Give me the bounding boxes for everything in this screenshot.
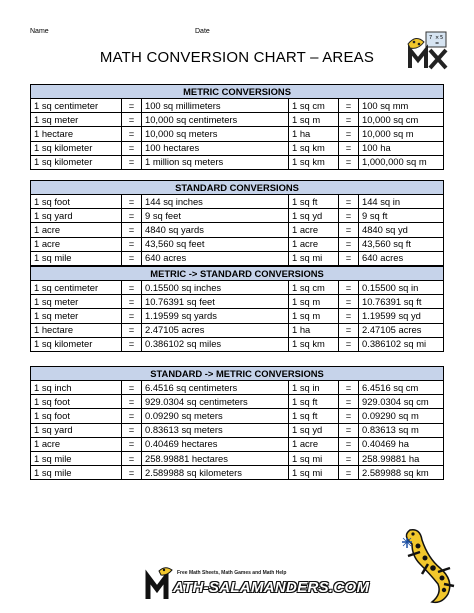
abbr-value-cell: 9 sq ft — [359, 209, 444, 223]
abbr-equals-cell: = — [339, 409, 359, 423]
value-cell: 10.76391 sq feet — [142, 295, 289, 309]
abbr-value-cell: 0.40469 ha — [359, 437, 444, 451]
table-row — [31, 209, 444, 223]
date-label: Date — [195, 28, 210, 35]
unit-cell: 1 sq meter — [31, 309, 122, 323]
table-row — [31, 395, 444, 409]
value-cell: 43,560 sq feet — [142, 237, 289, 251]
equals-cell: = — [122, 409, 142, 423]
equals-cell: = — [122, 466, 142, 480]
abbr-value-cell: 4840 sq yd — [359, 223, 444, 237]
unit-cell: 1 hectare — [31, 127, 122, 141]
unit-cell: 1 sq kilometer — [31, 141, 122, 155]
table-row — [31, 409, 444, 423]
equals-cell: = — [122, 155, 142, 169]
abbr-unit-cell: 1 sq km — [289, 155, 339, 169]
unit-cell: 1 sq mile — [31, 466, 122, 480]
abbr-equals-cell: = — [339, 209, 359, 223]
value-cell: 929.0304 sq centimeters — [142, 395, 289, 409]
abbr-equals-cell: = — [339, 295, 359, 309]
value-cell: 2.589988 sq kilometers — [142, 466, 289, 480]
abbr-unit-cell: 1 sq mi — [289, 251, 339, 265]
table-row — [31, 195, 444, 209]
abbr-unit-cell: 1 ha — [289, 323, 339, 337]
abbr-unit-cell: 1 acre — [289, 223, 339, 237]
conversion-table-1 — [30, 84, 444, 170]
value-cell: 0.09290 sq meters — [142, 409, 289, 423]
abbr-value-cell: 2.589988 sq km — [359, 466, 444, 480]
equals-cell: = — [122, 395, 142, 409]
unit-cell: 1 sq mile — [31, 251, 122, 265]
abbr-value-cell: 0.15500 sq in — [359, 281, 444, 295]
unit-cell: 1 sq centimeter — [31, 99, 122, 113]
unit-cell: 1 acre — [31, 223, 122, 237]
unit-cell: 1 acre — [31, 437, 122, 451]
abbr-unit-cell: 1 sq mi — [289, 451, 339, 465]
unit-cell: 1 sq kilometer — [31, 155, 122, 169]
footer-site-name: ATH-SALAMANDERS.COM — [173, 579, 370, 596]
abbr-value-cell: 640 acres — [359, 251, 444, 265]
unit-cell: 1 sq meter — [31, 295, 122, 309]
abbr-value-cell: 0.83613 sq m — [359, 423, 444, 437]
abbr-value-cell: 144 sq in — [359, 195, 444, 209]
abbr-unit-cell: 1 sq m — [289, 113, 339, 127]
abbr-equals-cell: = — [339, 451, 359, 465]
abbr-value-cell: 10.76391 sq ft — [359, 295, 444, 309]
equals-cell: = — [122, 223, 142, 237]
value-cell: 10,000 sq meters — [142, 127, 289, 141]
table-row — [31, 295, 444, 309]
value-cell: 144 sq inches — [142, 195, 289, 209]
equals-cell: = — [122, 337, 142, 351]
value-cell: 6.4516 sq centimeters — [142, 381, 289, 395]
table-row — [31, 223, 444, 237]
abbr-unit-cell: 1 sq yd — [289, 209, 339, 223]
abbr-equals-cell: = — [339, 309, 359, 323]
table-row — [31, 309, 444, 323]
abbr-equals-cell: = — [339, 141, 359, 155]
equals-cell: = — [122, 251, 142, 265]
equals-cell: = — [122, 451, 142, 465]
abbr-equals-cell: = — [339, 113, 359, 127]
abbr-unit-cell: 1 sq ft — [289, 395, 339, 409]
abbr-value-cell: 100 sq mm — [359, 99, 444, 113]
abbr-unit-cell: 1 sq ft — [289, 195, 339, 209]
equals-cell: = — [122, 141, 142, 155]
abbr-unit-cell: 1 sq in — [289, 381, 339, 395]
logo-tile-4: = — [435, 41, 440, 47]
table-row — [31, 423, 444, 437]
unit-cell: 1 hectare — [31, 323, 122, 337]
equals-cell: = — [122, 281, 142, 295]
table-row — [31, 451, 444, 465]
abbr-unit-cell: 1 sq m — [289, 309, 339, 323]
abbr-equals-cell: = — [339, 337, 359, 351]
table-row — [31, 237, 444, 251]
abbr-unit-cell: 1 sq cm — [289, 281, 339, 295]
abbr-value-cell: 1.19599 sq yd — [359, 309, 444, 323]
table-row — [31, 466, 444, 480]
table-row — [31, 99, 444, 113]
equals-cell: = — [122, 309, 142, 323]
abbr-value-cell: 0.386102 sq mi — [359, 337, 444, 351]
abbr-value-cell: 100 ha — [359, 141, 444, 155]
unit-cell: 1 sq yard — [31, 423, 122, 437]
abbr-equals-cell: = — [339, 381, 359, 395]
equals-cell: = — [122, 195, 142, 209]
table-row — [31, 127, 444, 141]
abbr-equals-cell: = — [339, 155, 359, 169]
equals-cell: = — [122, 237, 142, 251]
unit-cell: 1 sq foot — [31, 409, 122, 423]
abbr-unit-cell: 1 acre — [289, 237, 339, 251]
abbr-equals-cell: = — [339, 395, 359, 409]
unit-cell: 1 sq centimeter — [31, 281, 122, 295]
equals-cell: = — [122, 99, 142, 113]
abbr-equals-cell: = — [339, 195, 359, 209]
salamander-mascot-icon — [398, 522, 460, 606]
conversion-table-3 — [30, 266, 444, 352]
section-heading: METRIC CONVERSIONS — [31, 85, 444, 99]
table-row — [31, 381, 444, 395]
logo-tile-3: 5 — [440, 35, 444, 41]
abbr-equals-cell: = — [339, 323, 359, 337]
table-row — [31, 251, 444, 265]
section-heading: STANDARD -> METRIC CONVERSIONS — [31, 367, 444, 381]
abbr-value-cell: 1,000,000 sq m — [359, 155, 444, 169]
unit-cell: 1 sq mile — [31, 451, 122, 465]
conversion-table-2 — [30, 180, 444, 266]
equals-cell: = — [122, 113, 142, 127]
footer-logo — [145, 565, 400, 601]
unit-cell: 1 sq yard — [31, 209, 122, 223]
unit-cell: 1 sq inch — [31, 381, 122, 395]
value-cell: 2.47105 acres — [142, 323, 289, 337]
abbr-value-cell: 43,560 sq ft — [359, 237, 444, 251]
abbr-equals-cell: = — [339, 281, 359, 295]
abbr-value-cell: 0.09290 sq m — [359, 409, 444, 423]
unit-cell: 1 acre — [31, 237, 122, 251]
table-row — [31, 141, 444, 155]
unit-cell: 1 sq kilometer — [31, 337, 122, 351]
abbr-value-cell: 10,000 sq m — [359, 127, 444, 141]
abbr-equals-cell: = — [339, 99, 359, 113]
value-cell: 1 million sq meters — [142, 155, 289, 169]
value-cell: 4840 sq yards — [142, 223, 289, 237]
value-cell: 0.15500 sq inches — [142, 281, 289, 295]
abbr-unit-cell: 1 sq yd — [289, 423, 339, 437]
abbr-equals-cell: = — [339, 223, 359, 237]
logo-tile-2: × — [435, 35, 440, 41]
table-row — [31, 323, 444, 337]
equals-cell: = — [122, 437, 142, 451]
equals-cell: = — [122, 209, 142, 223]
abbr-unit-cell: 1 sq km — [289, 141, 339, 155]
table-row — [31, 437, 444, 451]
abbr-unit-cell: 1 sq cm — [289, 99, 339, 113]
value-cell: 0.386102 sq miles — [142, 337, 289, 351]
value-cell: 1.19599 sq yards — [142, 309, 289, 323]
abbr-unit-cell: 1 sq mi — [289, 466, 339, 480]
unit-cell: 1 sq foot — [31, 195, 122, 209]
abbr-equals-cell: = — [339, 127, 359, 141]
value-cell: 9 sq feet — [142, 209, 289, 223]
abbr-unit-cell: 1 ha — [289, 127, 339, 141]
value-cell: 640 acres — [142, 251, 289, 265]
abbr-value-cell: 2.47105 acres — [359, 323, 444, 337]
page-title: MATH CONVERSION CHART – AREAS — [99, 49, 375, 66]
value-cell: 100 sq millimeters — [142, 99, 289, 113]
unit-cell: 1 sq foot — [31, 395, 122, 409]
abbr-value-cell: 258.99881 ha — [359, 451, 444, 465]
logo-tile-1: 7 — [429, 35, 433, 41]
table-row — [31, 337, 444, 351]
conversion-table-4 — [30, 366, 444, 480]
abbr-equals-cell: = — [339, 237, 359, 251]
table-row — [31, 155, 444, 169]
value-cell: 0.40469 hectares — [142, 437, 289, 451]
abbr-value-cell: 6.4516 sq cm — [359, 381, 444, 395]
value-cell: 10,000 sq centimeters — [142, 113, 289, 127]
value-cell: 258.99881 hectares — [142, 451, 289, 465]
section-heading: METRIC -> STANDARD CONVERSIONS — [31, 267, 444, 281]
value-cell: 0.83613 sq meters — [142, 423, 289, 437]
abbr-equals-cell: = — [339, 466, 359, 480]
abbr-unit-cell: 1 acre — [289, 437, 339, 451]
equals-cell: = — [122, 323, 142, 337]
table-row — [31, 113, 444, 127]
abbr-value-cell: 10,000 sq cm — [359, 113, 444, 127]
abbr-value-cell: 929.0304 sq cm — [359, 395, 444, 409]
abbr-unit-cell: 1 sq ft — [289, 409, 339, 423]
abbr-unit-cell: 1 sq m — [289, 295, 339, 309]
section-heading: STANDARD CONVERSIONS — [31, 181, 444, 195]
abbr-unit-cell: 1 sq km — [289, 337, 339, 351]
abbr-equals-cell: = — [339, 423, 359, 437]
abbr-equals-cell: = — [339, 437, 359, 451]
footer-tagline: Free Math Sheets, Math Games and Math Help — [177, 570, 287, 576]
name-label: Name — [30, 28, 49, 35]
equals-cell: = — [122, 381, 142, 395]
equals-cell: = — [122, 127, 142, 141]
table-row — [31, 281, 444, 295]
equals-cell: = — [122, 423, 142, 437]
equals-cell: = — [122, 295, 142, 309]
abbr-equals-cell: = — [339, 251, 359, 265]
unit-cell: 1 sq meter — [31, 113, 122, 127]
value-cell: 100 hectares — [142, 141, 289, 155]
